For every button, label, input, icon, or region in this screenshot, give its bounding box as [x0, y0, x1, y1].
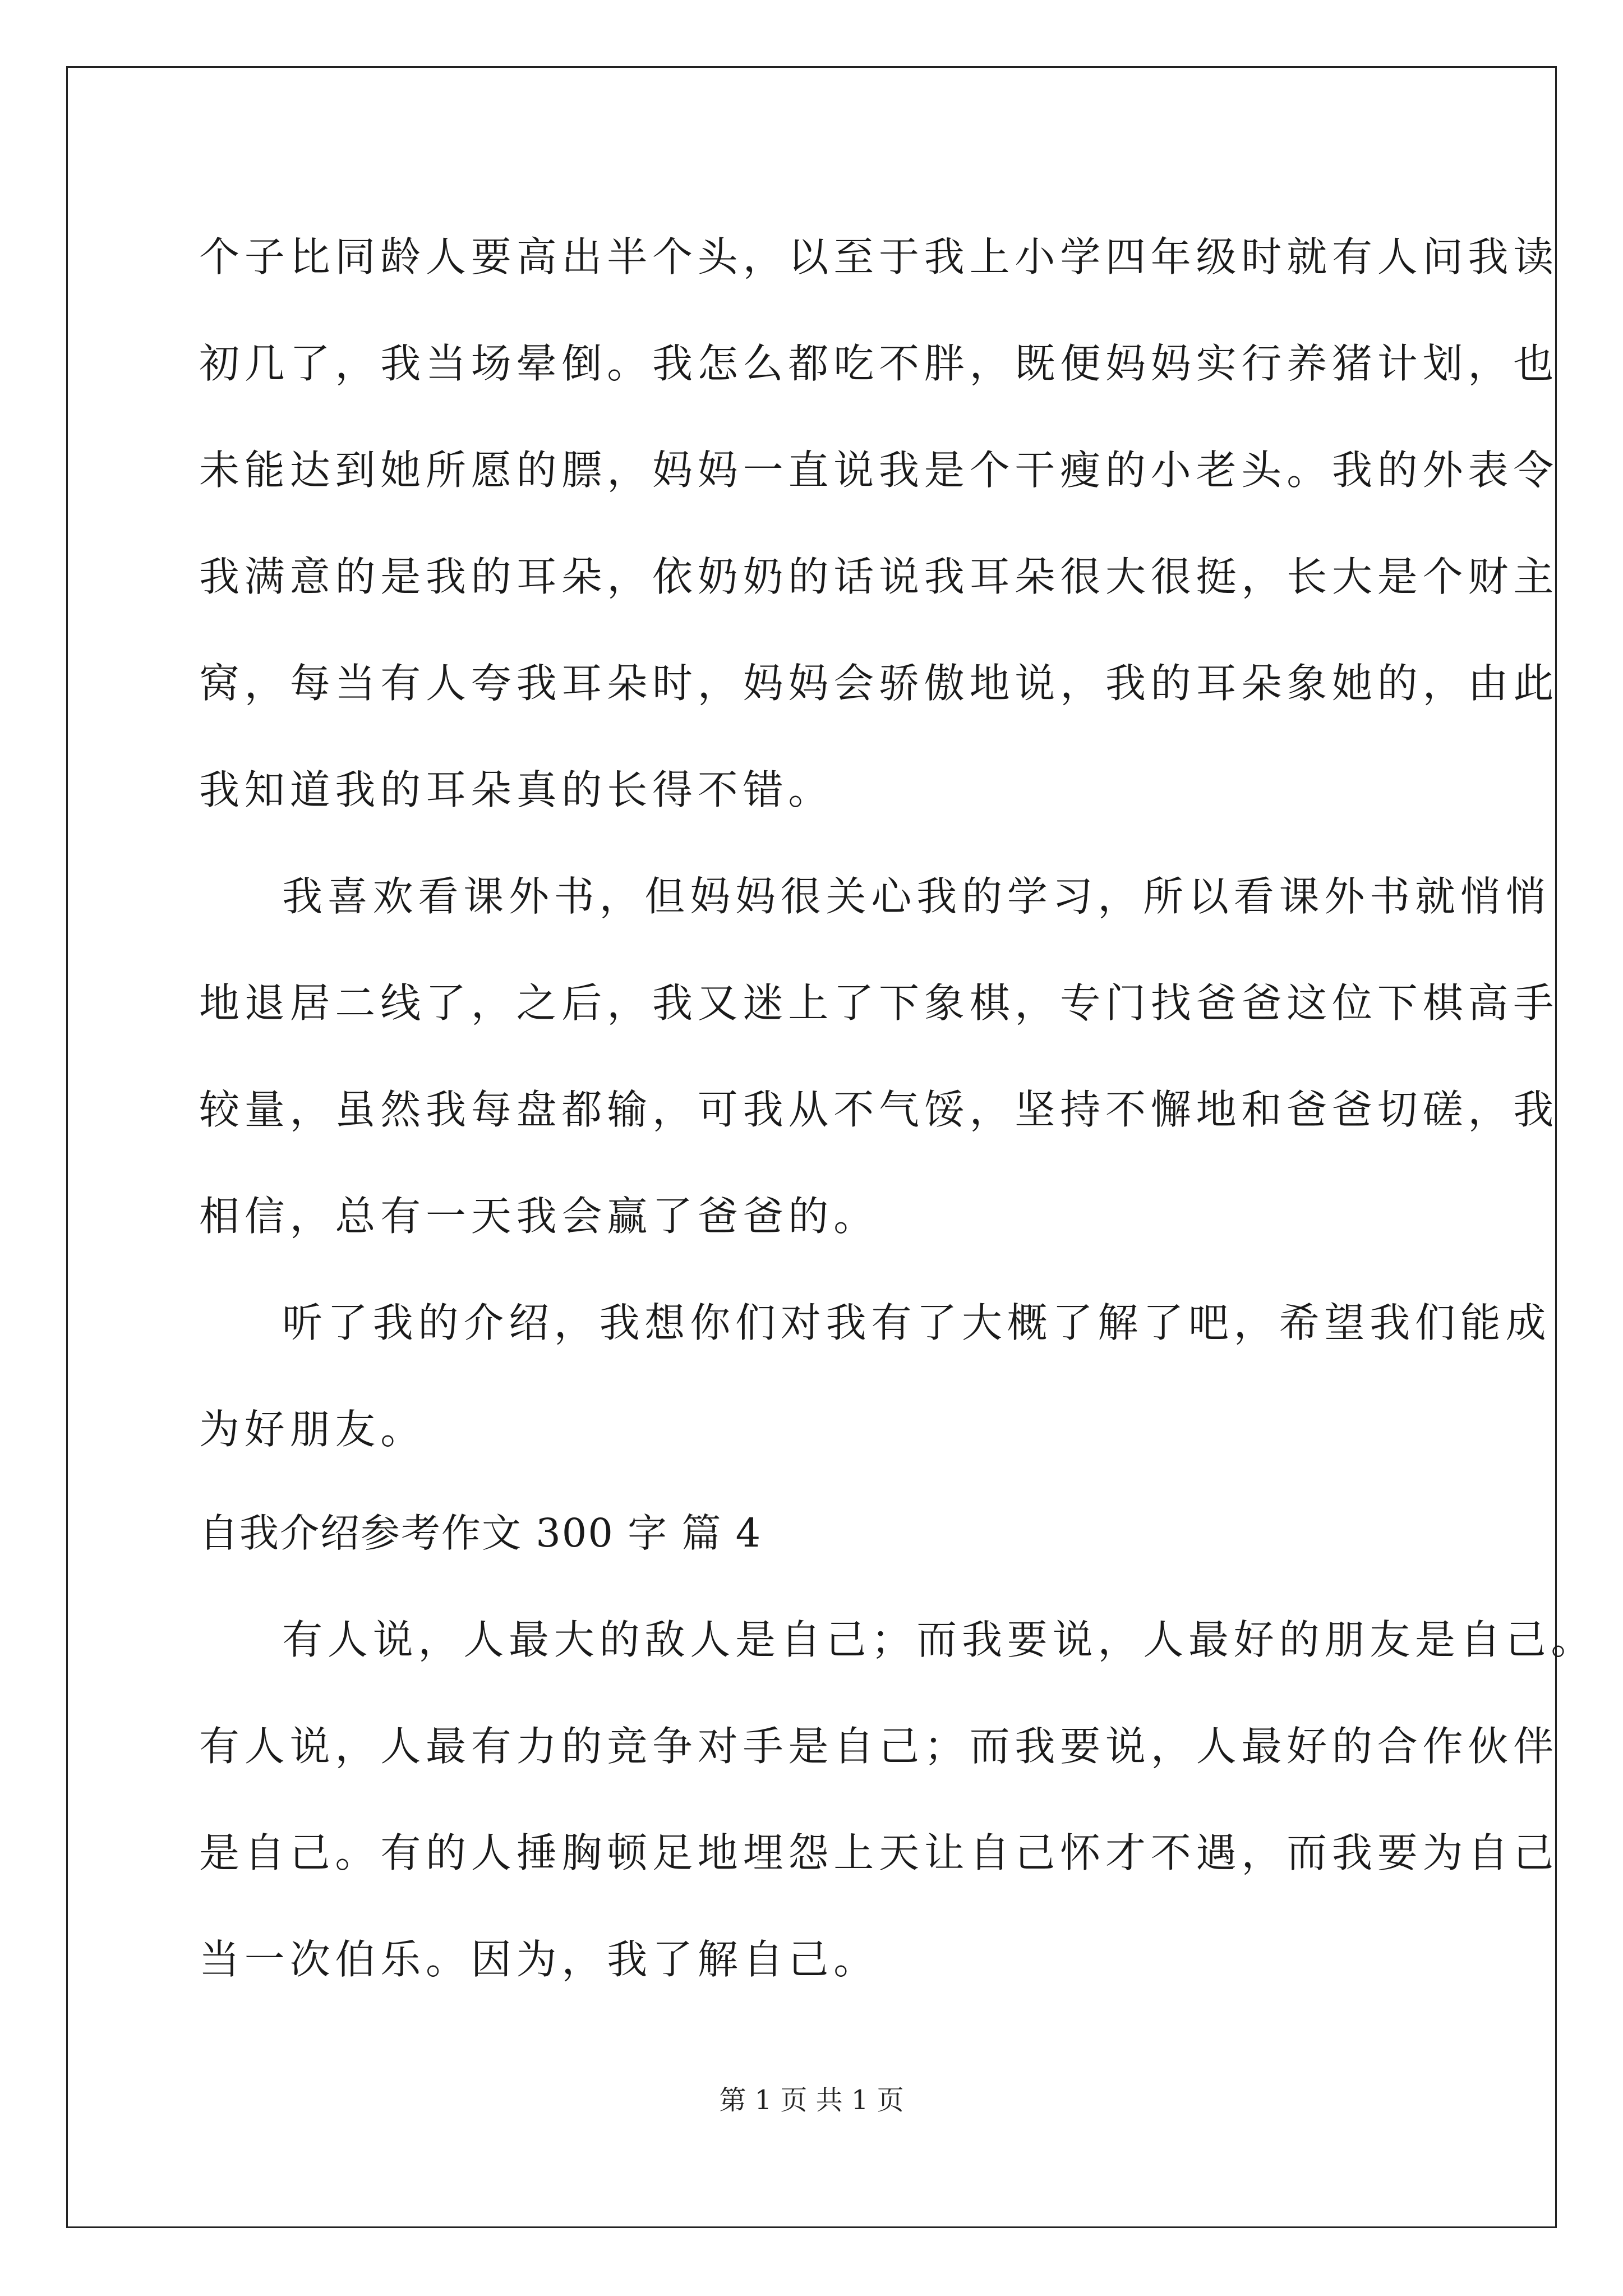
- paragraph-line: 有人说，人最大的敌人是自己；而我要说，人最好的朋友是自己。: [282, 1616, 1597, 1663]
- section-heading: 自我介绍参考作文 300 字 篇 4: [199, 1510, 762, 1556]
- paragraph-line: 未能达到她所愿的膘，妈妈一直说我是个干瘦的小老头。我的外表令: [199, 447, 1559, 494]
- paragraph-line: 我知道我的耳朵真的长得不错。: [199, 766, 834, 813]
- paragraph-line: 相信，总有一天我会赢了爸爸的。: [199, 1193, 879, 1240]
- paragraph-line: 初几了，我当场晕倒。我怎么都吃不胖，既便妈妈实行养猪计划，也: [199, 340, 1559, 387]
- paragraph-line: 为好朋友。: [199, 1406, 426, 1453]
- paragraph-line: 我喜欢看课外书，但妈妈很关心我的学习，所以看课外书就悄悄: [282, 873, 1551, 920]
- paragraph-line: 当一次伯乐。因为，我了解自己。: [199, 1936, 879, 1983]
- page-number-footer: 第 1 页 共 1 页: [719, 2085, 904, 2116]
- paragraph-line: 听了我的介绍，我想你们对我有了大概了解了吧，希望我们能成: [282, 1299, 1551, 1346]
- paragraph-line: 我满意的是我的耳朵，依奶奶的话说我耳朵很大很挺，长大是个财主: [199, 553, 1559, 600]
- paragraph-line: 地退居二线了，之后，我又迷上了下象棋，专门找爸爸这位下棋高手: [199, 979, 1559, 1027]
- paragraph-line: 有人说，人最有力的竞争对手是自己；而我要说，人最好的合作伙伴: [199, 1723, 1559, 1770]
- paragraph-line: 窝，每当有人夸我耳朵时，妈妈会骄傲地说，我的耳朵象她的，由此: [199, 660, 1559, 707]
- paragraph-line: 个子比同龄人要高出半个头，以至于我上小学四年级时就有人问我读: [199, 233, 1559, 280]
- paragraph-line: 是自己。有的人捶胸顿足地埋怨上天让自己怀才不遇，而我要为自己: [199, 1829, 1559, 1876]
- paragraph-line: 较量，虽然我每盘都输，可我从不气馁，坚持不懈地和爸爸切磋，我: [199, 1086, 1559, 1133]
